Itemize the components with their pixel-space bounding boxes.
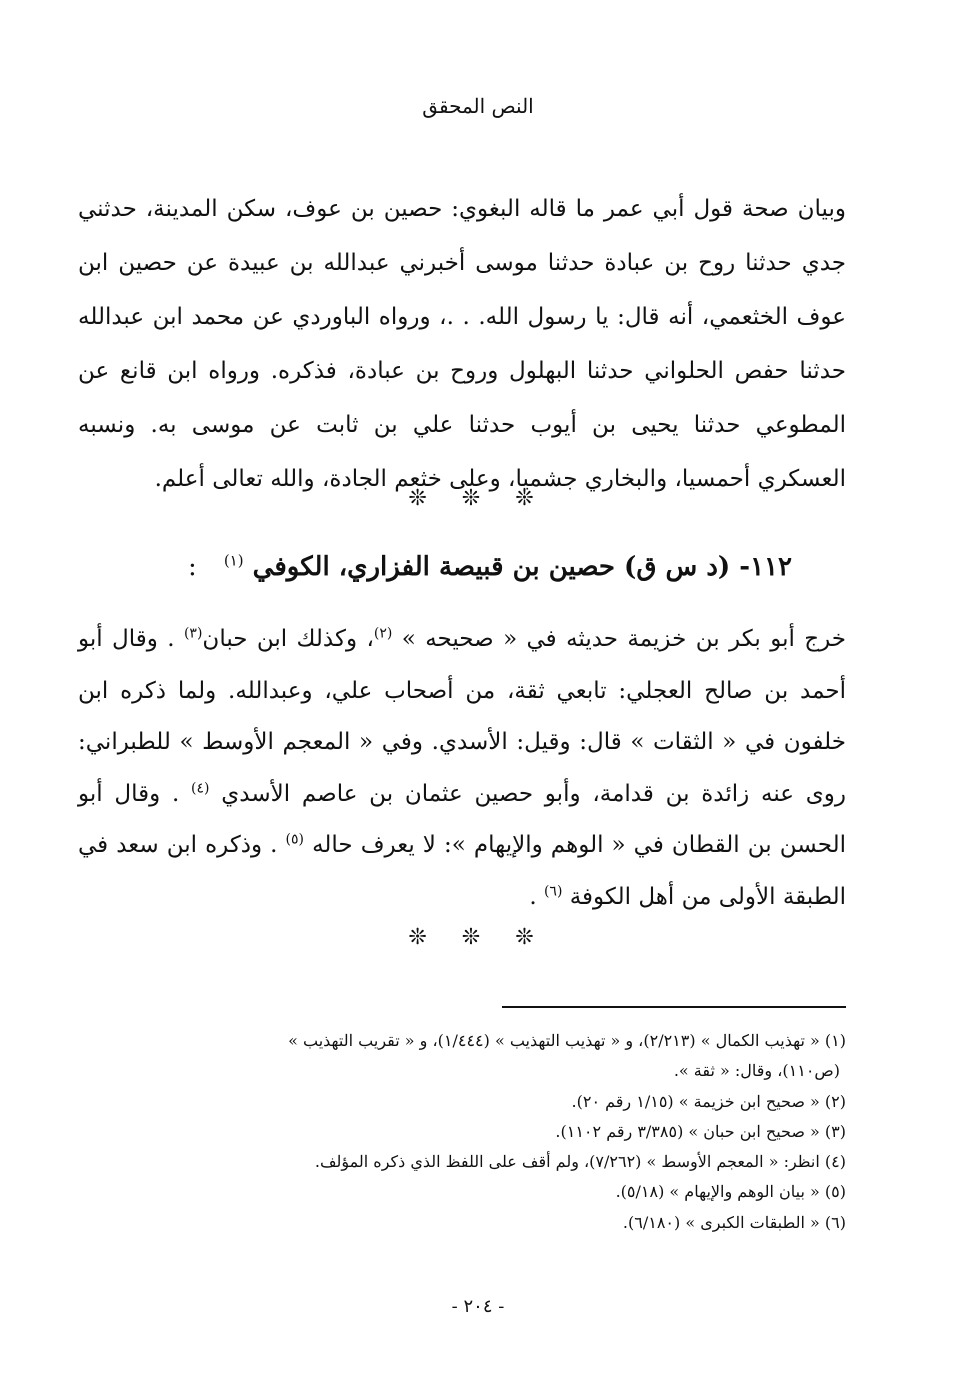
bio-text-5: . وذكره ابن سعد في الطبقة الأولى من أهل الكوفة <box>78 832 846 910</box>
entry-name: حصين بن قبيصة الفزاري، الكوفي <box>252 552 615 582</box>
footnote-ref-3: (٣) <box>183 625 203 642</box>
entry-sigla: (د س ق) <box>624 552 731 582</box>
footnote-ref-5: (٥) <box>285 831 305 848</box>
footnote-3: (٣) « صحيح ابن حبان » (٣/٣٨٥ رقم ١١٠٢). <box>555 1121 846 1141</box>
footnote-ref-2: (٢) <box>373 625 393 642</box>
bio-text-6: . <box>529 883 544 910</box>
section-separator: ❊ ❊ ❊ <box>408 486 548 511</box>
biography-paragraph <box>78 614 846 923</box>
footnote-4: (٤) انظر: « المعجم الأوسط » (٧/٢٦٢)، ولم أقف على اللفظ الذي ذكره المؤلف. <box>314 1152 846 1172</box>
entry-colon: : <box>187 552 197 582</box>
entry-number: ١١٢- <box>739 552 792 582</box>
bio-text-4: . وقال أبو الحسن بن القطان في « الوهم والإيهام »: لا يعرف حاله <box>78 780 846 858</box>
footnote-ref-4: (٤) <box>191 779 210 796</box>
entry-heading <box>170 552 792 582</box>
footnotes <box>78 1026 846 1238</box>
footnote-ref-1: (١) <box>223 551 244 570</box>
running-head: النص المحقق <box>422 94 534 118</box>
footnote-2: (٢) « صحيح ابن خزيمة » (١/١٥ رقم ٢٠). <box>571 1091 846 1111</box>
bio-text-1: خرج أبو بكر بن خزيمة حديثه في « صحيحه » <box>401 626 847 652</box>
footnote-1: (١) « تهذيب الكمال » (٢/٢١٣)، و « تهذيب التهذيب » (١/٤٤٤)، و « تقريب التهذيب » <box>288 1031 846 1050</box>
main-paragraph: وبيان صحة قول أبي عمر ما قاله البغوي: حصين بن عوف، سكن المدينة، حدثني جدي حدثنا روح بن عبادة حدثنا موسى أخبرني عبدالله بن عبيدة عن حصين ابن عوف الخثعمي، أنه قال: يا رسول الله. . .، ورواه الباوردي عن محمد ابن عبدالله حدثنا حفص الحلواني حدثنا البهلول وروح بن عبادة، فذكره. ورواه ابن قانع عن المطوعي حدثنا يحيى بن أيوب حدثنا علي بن ثابت عن موسى به. ونسبه العسكري أحمسيا، والبخاري جشميا، وعلى خثعم الجادة، والله تعالى أعلم. <box>78 196 846 492</box>
bio-text-2: ، وكذلك ابن حبان <box>202 626 374 652</box>
footnote-ref-6: (٦) <box>543 882 563 899</box>
footnote-5: (٥) « بيان الوهم والإيهام » (٥/١٨). <box>615 1182 846 1202</box>
footnote-6: (٦) « الطبقات الكبرى » (٦/١٨٠). <box>622 1212 846 1232</box>
footnote-1-continued: (ص١١٠)، وقال: « ثقة ». <box>673 1061 840 1081</box>
section-separator-2: ❊ ❊ ❊ <box>408 925 548 950</box>
bio-text-3: . وقال أبو أحمد بن صالح العجلي: تابعي ثقة، من أصحاب علي، وعبدالله. ولما ذكره ابن خلفون في « الثقات » قال: وقيل: الأسدي. وفي « المعجم الأوسط » للطبراني: روى عنه زائدة بن قدامة، وأبو حصين عثمان بن عاصم الأسدي <box>78 626 846 807</box>
page-number: - ٢٠٤ - <box>451 1296 505 1317</box>
footnote-rule <box>502 1006 846 1008</box>
